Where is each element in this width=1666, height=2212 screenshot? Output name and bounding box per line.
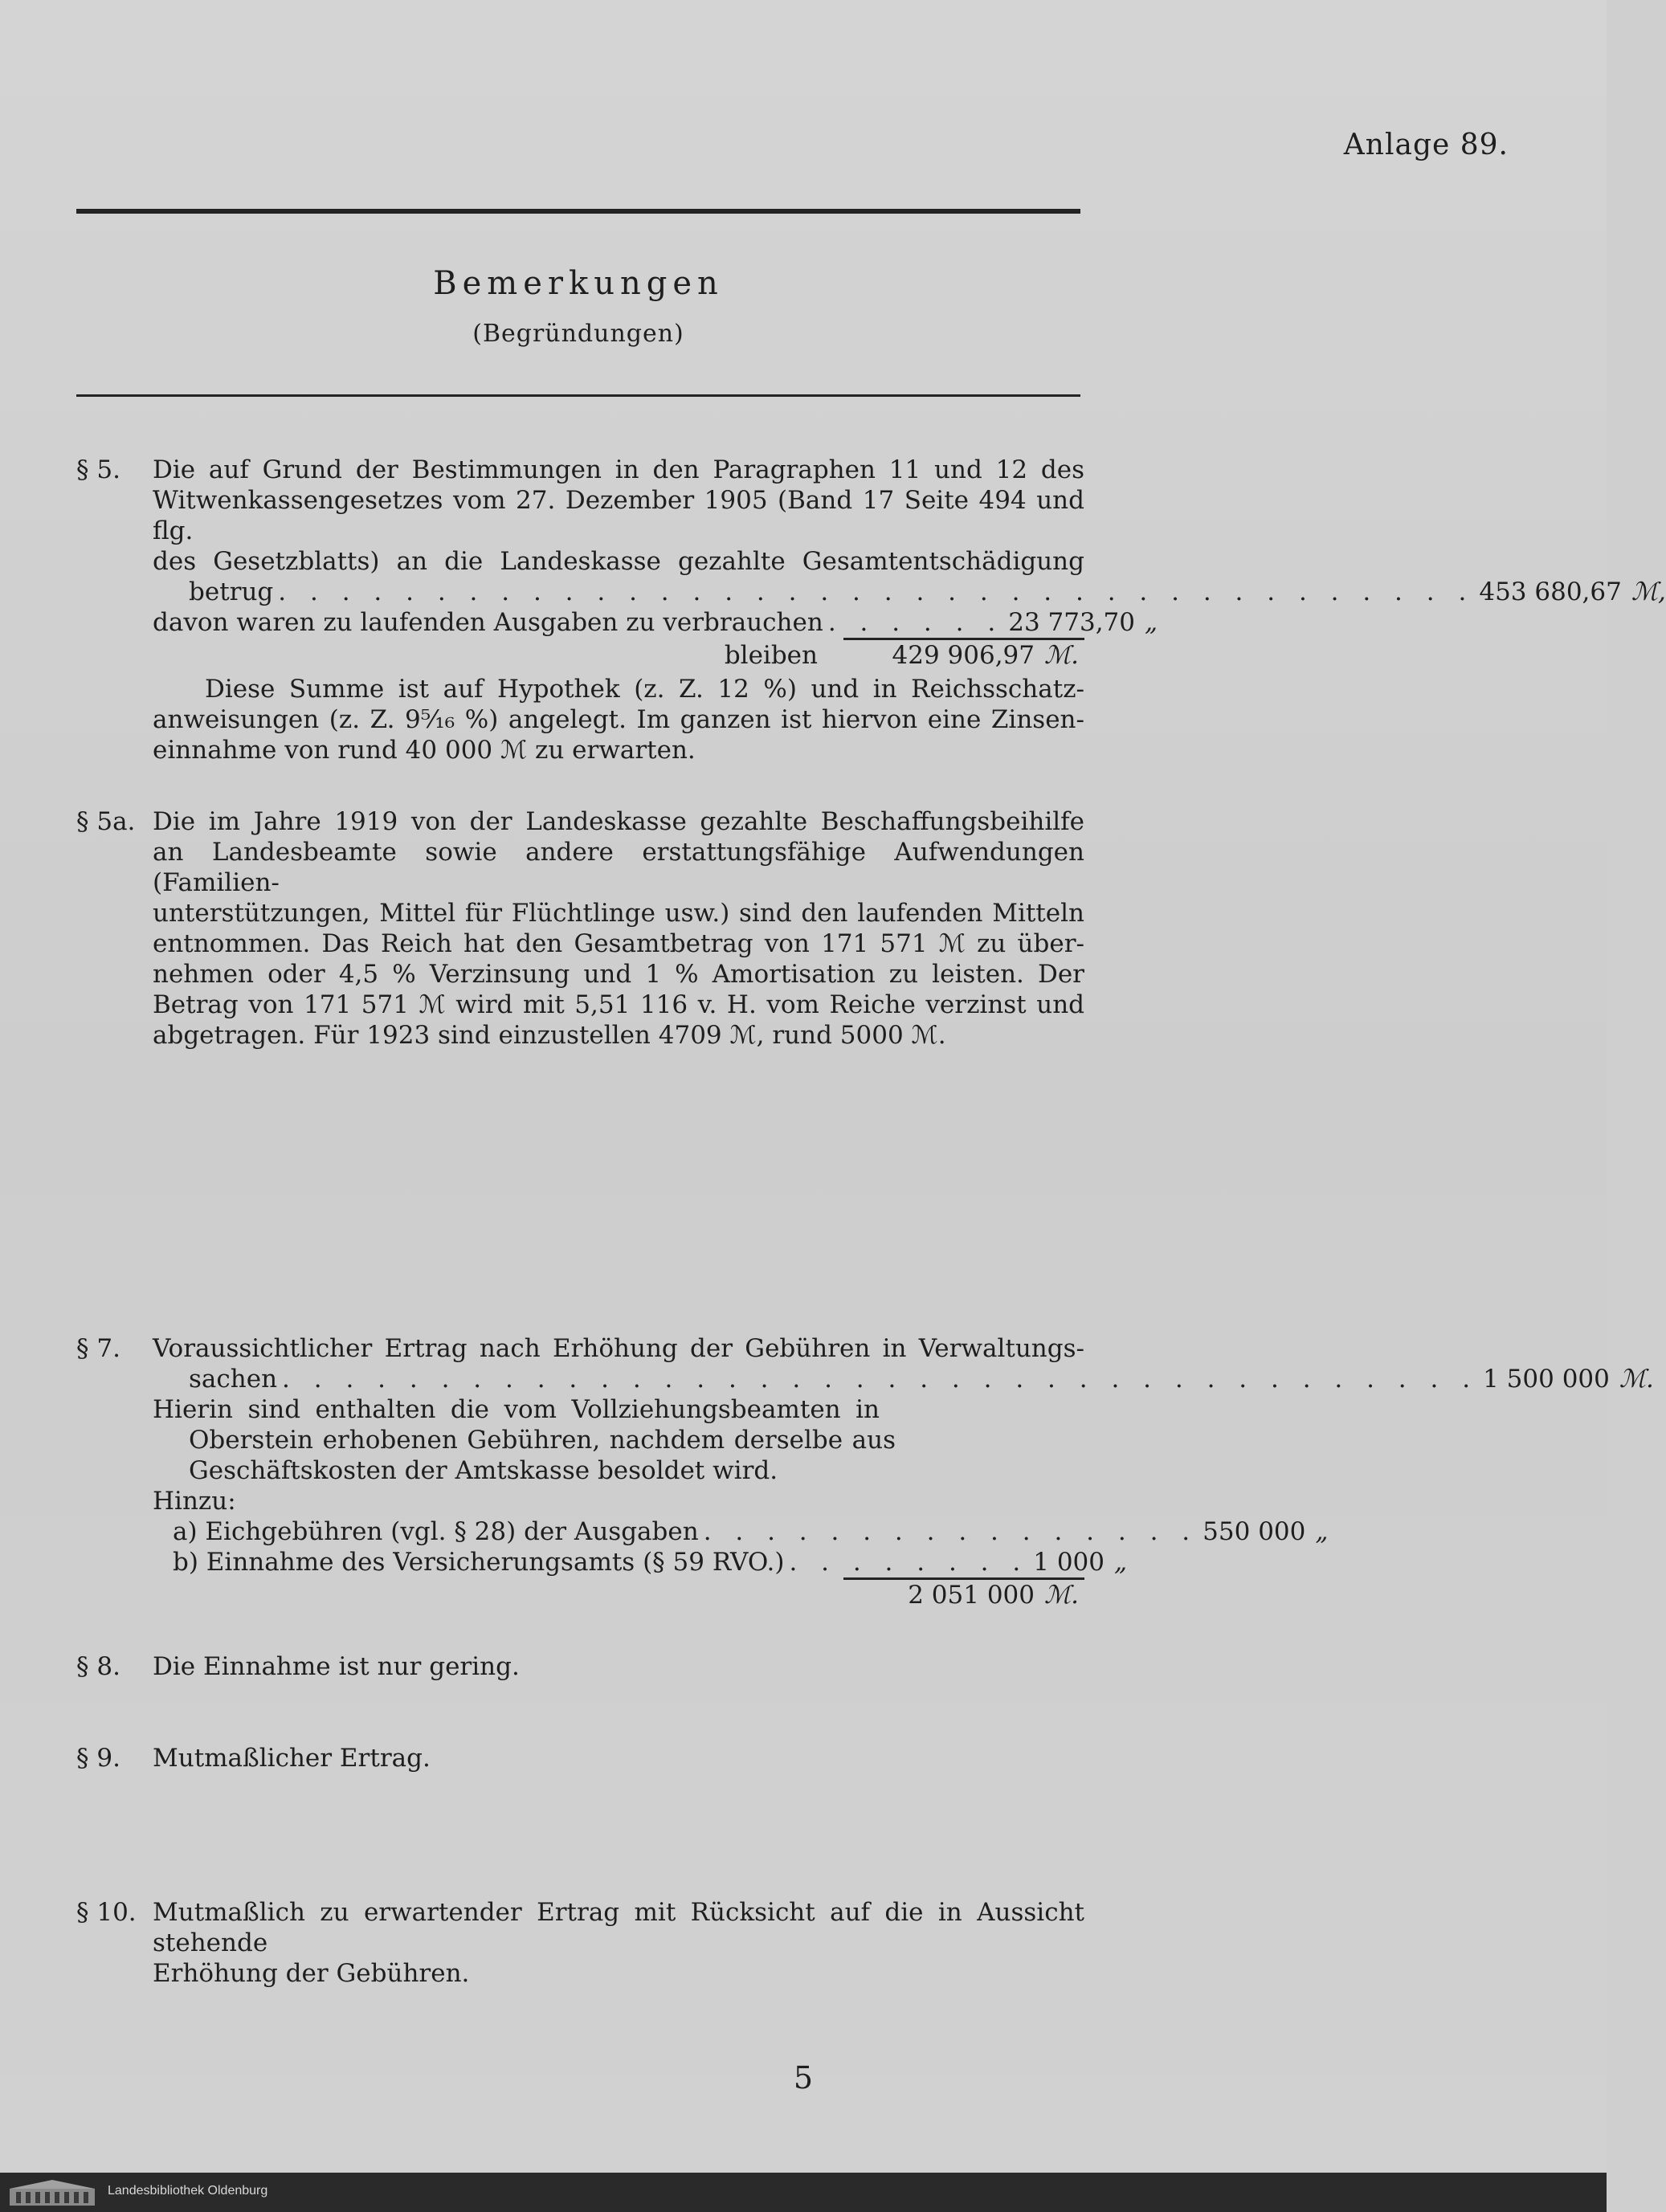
- annex-label: Anlage 89.: [1343, 129, 1509, 161]
- text-line: Die im Jahre 1919 von der Landeskasse gezahlte Beschaffungsbeihilfe: [153, 807, 1084, 836]
- dot-leader: . . . . . . . . . . . . . . . . . . . . . . . . . . . . . . . . . . . . . .: [282, 1365, 1479, 1394]
- amount-unit: „: [1315, 1517, 1329, 1546]
- page-title: Bemerkungen: [433, 265, 724, 302]
- library-building-icon: [8, 2177, 96, 2207]
- amount-label: betrug: [189, 577, 274, 606]
- text-line: Erhöhung der Gebühren.: [153, 1959, 470, 1988]
- amount-unit: ℳ.: [1619, 1365, 1654, 1394]
- section-10: [76, 1897, 1084, 1989]
- subtotal-value: 429 906,97: [892, 641, 1035, 670]
- text-line: entnommen. Das Reich hat den Gesamtbetrag von 171 571 ℳ zu über-: [153, 929, 1084, 958]
- amount-value: 1 000: [1033, 1548, 1105, 1577]
- text-line: Hinzu:: [153, 1487, 236, 1516]
- amount-label: b) Einnahme des Versicherungsamts (§ 59 RVO.): [173, 1548, 785, 1577]
- dot-leader: . . . . . . . .: [789, 1548, 1029, 1577]
- text-line: unterstützungen, Mittel für Flüchtlinge usw.) sind den laufenden Mitteln: [153, 899, 1084, 928]
- total-unit: ℳ.: [1044, 1581, 1080, 1610]
- text-line: abgetragen. Für 1923 sind einzustellen 4709 ℳ, rund 5000 ℳ.: [153, 1021, 946, 1050]
- amount-value: 453 680,67: [1479, 577, 1622, 606]
- text-line: Mutmaßlich zu erwartender Ertrag mit Rücksicht auf die in Aussicht stehende: [153, 1898, 1084, 1957]
- amount-value: 550 000: [1203, 1517, 1306, 1546]
- total-row: [153, 1580, 1084, 1610]
- amount-row: [153, 607, 1158, 638]
- text-line: Hierin sind enthalten die vom Vollziehungsbeamten in: [153, 1395, 880, 1424]
- amount-unit: ℳ,: [1631, 577, 1666, 606]
- text-line: Witwenkassengesetzes vom 27. Dezember 1905 (Band 17 Seite 494 und flg.: [153, 486, 1084, 545]
- page-subtitle: (Begründungen): [472, 320, 684, 348]
- subtotal-row: [153, 640, 1084, 671]
- section-number: § 8.: [76, 1652, 120, 1681]
- section-number: § 5a.: [76, 807, 136, 836]
- amount-unit: „: [1114, 1548, 1128, 1577]
- page-number: 5: [793, 2060, 814, 2096]
- dot-leader: . . . . . . . . . . . . . . . .: [703, 1517, 1198, 1546]
- text-line: an Landesbeamte sowie andere erstattungsfähige Aufwendungen (Familien-: [153, 838, 1084, 897]
- subtotal-label: bleiben: [724, 641, 818, 670]
- section-5: [76, 455, 1666, 765]
- header-bottom-rule: [76, 394, 1080, 397]
- section-8: [76, 1651, 1084, 1682]
- amount-row: [153, 577, 1666, 607]
- text-line: des Gesetzblatts) an die Landeskasse gezahlte Gesamtentschädigung: [153, 547, 1084, 576]
- section-number: § 10.: [76, 1898, 137, 1927]
- dot-leader: . . . . . . . . . . . . . . . . . . . . . . . . . . . . . . . . . . . . . .: [278, 577, 1475, 606]
- dot-leader: . . . . . .: [827, 608, 1004, 637]
- amount-value: 23 773,70: [1008, 608, 1135, 637]
- footer-bar: [0, 2173, 1607, 2212]
- text-line: nehmen oder 4,5 % Verzinsung und 1 % Amortisation zu leisten. Der: [153, 960, 1084, 989]
- text-line: Die Einnahme ist nur gering.: [153, 1652, 520, 1681]
- amount-label: a) Eichgebühren (vgl. § 28) der Ausgaben: [173, 1517, 699, 1546]
- text-line: anweisungen (z. Z. 9⁵⁄₁₆ %) angelegt. Im ganzen ist hiervon eine Zinsen-: [153, 705, 1084, 734]
- section-number: § 7.: [76, 1334, 120, 1363]
- text-line: Oberstein erhobenen Gebühren, nachdem derselbe aus: [189, 1426, 896, 1455]
- section-5a: [76, 806, 1084, 1051]
- text-line: einnahme von rund 40 000 ℳ zu erwarten.: [153, 736, 696, 765]
- text-line: Voraussichtlicher Ertrag nach Erhöhung der Gebühren in Verwaltungs-: [153, 1334, 1084, 1363]
- amount-label: davon waren zu laufenden Ausgaben zu verbrauchen: [153, 608, 823, 637]
- amount-row: [153, 1547, 1128, 1577]
- section-7: [76, 1333, 1654, 1610]
- section-9: [76, 1743, 1084, 1773]
- top-rule: [76, 209, 1080, 214]
- text-line: Betrag von 171 571 ℳ wird mit 5,51 116 v. H. vom Reiche verzinst und: [153, 990, 1084, 1019]
- text-line: Die auf Grund der Bestimmungen in den Paragraphen 11 und 12 des: [153, 455, 1084, 484]
- text-line: Diese Summe ist auf Hypothek (z. Z. 12 %) und in Reichsschatz-: [205, 675, 1084, 704]
- amount-value: 1 500 000: [1483, 1365, 1610, 1394]
- section-number: § 5.: [76, 455, 120, 484]
- amount-unit: „: [1145, 608, 1158, 637]
- amount-row: [153, 1364, 1654, 1394]
- subtotal-unit: ℳ.: [1044, 641, 1080, 670]
- library-name: Landesbibliothek Oldenburg: [108, 2184, 268, 2198]
- amount-row: [153, 1516, 1329, 1547]
- section-number: § 9.: [76, 1744, 120, 1773]
- amount-label: sachen: [189, 1365, 278, 1394]
- total-value: 2 051 000: [908, 1581, 1035, 1610]
- text-line: Mutmaßlicher Ertrag.: [153, 1744, 431, 1773]
- text-line: Geschäftskosten der Amtskasse besoldet wird.: [189, 1456, 778, 1485]
